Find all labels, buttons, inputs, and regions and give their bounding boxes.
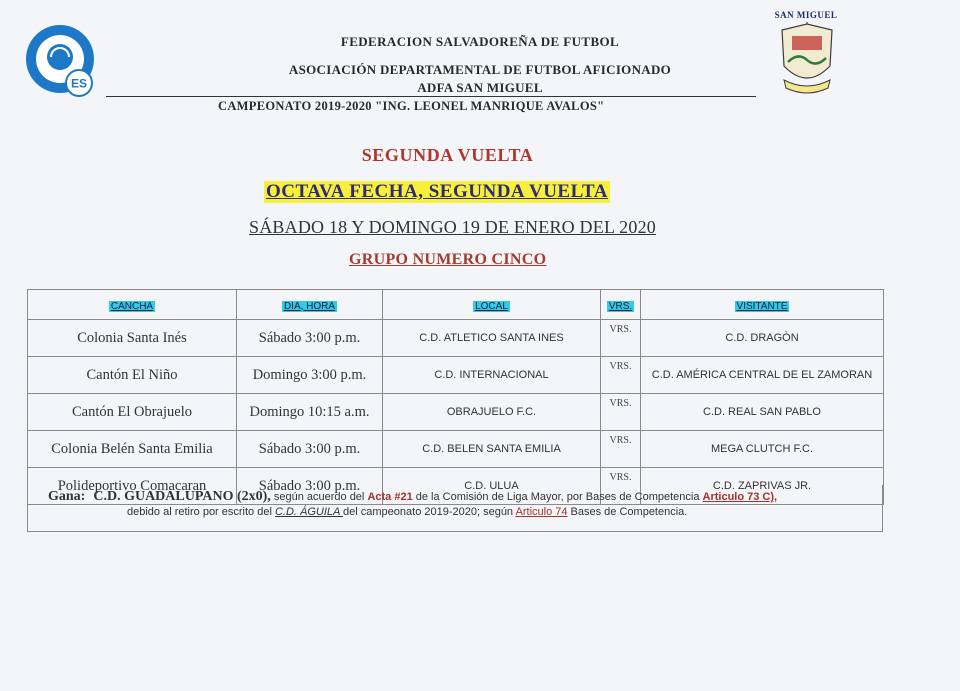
note-articulo-74: Articulo 74 [515, 506, 568, 518]
octava-fecha-title: OCTAVA FECHA, SEGUNDA VUELTA [266, 181, 609, 202]
cell-cancha: Cantón El Obrajuelo [28, 394, 237, 431]
cell-visitante: C.D. DRAGÒN [641, 320, 884, 357]
cell-cancha: Colonia Santa Inés [28, 320, 237, 357]
logo-right-caption: SAN MIGUEL [774, 10, 838, 20]
note-text-1: según acuerdo del [270, 491, 368, 503]
cell-visitante: C.D. AMÉRICA CENTRAL DE EL ZAMORAN [641, 357, 884, 394]
cell-vrs: VRS. [601, 394, 641, 431]
header-cancha-label: CANCHA [110, 300, 154, 312]
cell-visitante: C.D. REAL SAN PABLO [641, 394, 884, 431]
note-aguila: C.D. ÁGUILA [274, 506, 344, 518]
cell-local: C.D. ATLETICO SANTA INES [383, 320, 601, 357]
cell-local: C.D. INTERNACIONAL [383, 357, 601, 394]
table-row [28, 357, 884, 394]
match-dates: SÁBADO 18 Y DOMINGO 19 DE ENERO DEL 2020 [249, 217, 656, 237]
segunda-vuelta-title: SEGUNDA VUELTA [361, 145, 534, 165]
table-row [28, 394, 884, 431]
cell-dia-hora: Domingo 10:15 a.m. [237, 394, 383, 431]
note-acta: Acta #21 [367, 491, 413, 503]
cell-vrs: VRS. [601, 431, 641, 468]
cell-local: C.D. ULUA [383, 468, 601, 505]
header-local-label: LOCAL [475, 300, 508, 312]
header-dia-hora [237, 290, 383, 320]
table-header-row [28, 290, 884, 320]
cell-cancha: Cantón El Niño [28, 357, 237, 394]
cell-cancha: Colonia Belén Santa Emilia [28, 431, 237, 468]
federacion-heading: FEDERACION SALVADOREÑA DE FUTBOL [340, 34, 620, 49]
header-divider [106, 96, 756, 97]
cell-local: C.D. BELEN SANTA EMILIA [383, 431, 601, 468]
fixtures-table [27, 289, 884, 505]
note-text-4: del campeonato 2019-2020; según [343, 506, 516, 518]
cell-dia-hora: Sábado 3:00 p.m. [237, 431, 383, 468]
note-winner-club: C.D. GUADALUPANO (2x0), [93, 489, 271, 504]
adfa-heading: ADFA SAN MIGUEL [417, 80, 543, 95]
table-row [28, 431, 884, 468]
note-line-1 [48, 489, 777, 505]
asociacion-heading: ASOCIACIÓN DEPARTAMENTAL DE FUTBOL AFICIONADO [288, 62, 672, 77]
note-text-3: debido al retiro por escrito del [127, 506, 275, 518]
header-dia-label: DIA, HORA [283, 300, 336, 312]
note-line-2 [127, 506, 687, 518]
cell-dia-hora: Sábado 3:00 p.m. [237, 468, 383, 505]
header-vrs [601, 290, 641, 320]
cell-vrs: VRS. [601, 468, 641, 505]
header-visitante-label: VISITANTE [736, 300, 788, 312]
table-row [28, 320, 884, 357]
cell-visitante: MEGA CLUTCH F.C. [641, 431, 884, 468]
cell-vrs: VRS. [601, 320, 641, 357]
cell-dia-hora: Sábado 3:00 p.m. [237, 320, 383, 357]
note-text-5: Bases de Competencia. [567, 506, 688, 518]
note-text-2: de la Comisión de Liga Mayor, por Bases de Competencia [412, 491, 703, 503]
header-vrs-label: VRS. [608, 300, 633, 312]
note-gana-label: Gana: [48, 489, 86, 504]
cell-dia-hora: Domingo 3:00 p.m. [237, 357, 383, 394]
cell-local: OBRAJUELO F.C. [383, 394, 601, 431]
header-cancha [28, 290, 237, 320]
logo-es-text: ES [70, 76, 88, 91]
note-articulo-73: Articulo 73 C), [702, 491, 778, 503]
cell-cancha: Polideportivo Comacaran [28, 468, 237, 505]
header-local [383, 290, 601, 320]
cell-visitante: C.D. ZAPRIVAS JR. [641, 468, 884, 505]
cell-vrs: VRS. [601, 357, 641, 394]
grupo-title: GRUPO NUMERO CINCO [349, 251, 547, 268]
campeonato-heading: CAMPEONATO 2019-2020 "ING. LEONEL MANRIQUE AVALOS" [218, 99, 605, 113]
header-visitante [641, 290, 884, 320]
